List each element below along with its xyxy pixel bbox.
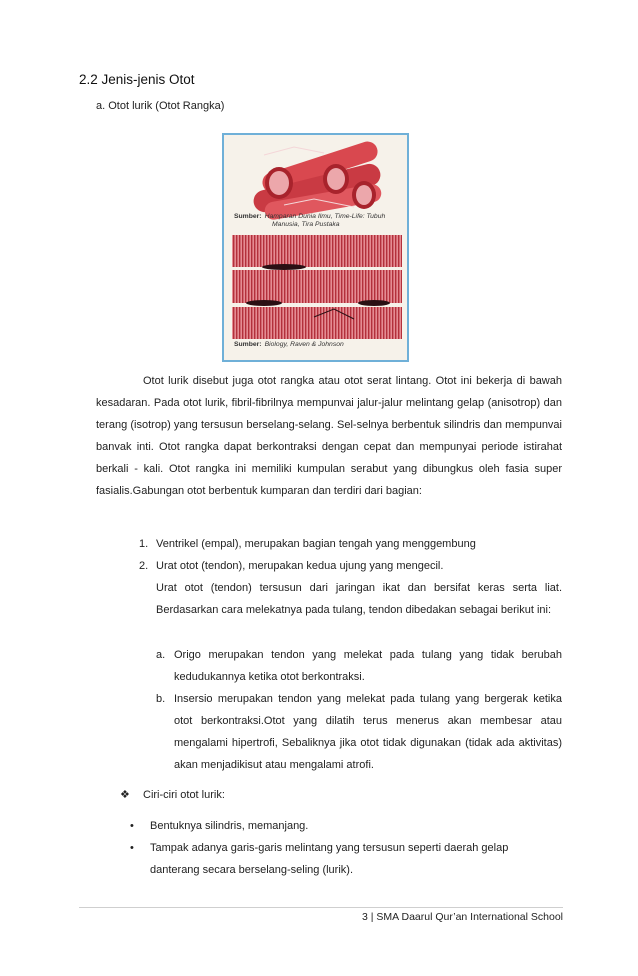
- figure-caption-2: [234, 341, 344, 349]
- caption-source: Biology, Raven & Johnson: [264, 341, 344, 348]
- caption-label: Sumber:: [234, 213, 262, 220]
- page-footer: 3 | SMA Daarul Qur’an International School: [362, 911, 563, 923]
- bullet-text: Bentuknya silindris, memanjang.: [150, 820, 309, 832]
- lettered-item: [156, 688, 562, 776]
- paragraph-text: Otot lurik disebut juga otot rangka atau otot serat lintang. Otot ini bekerja di bawah kesadaran. Pada otot lurik, fibril-fibrilnya mempunvai jalur-jalur melintang gelap (anisotrop) dan terang (isotrop) yang tersusun berselang-selang. Sel-selnya berbentuk silindris dan mempunvai banvak inti. Otot rangka dapat berkontraksi dengan cepat dan mempunyai periode istirahat berkali - kali. Otot rangka ini memiliki kumpulan serabut yang dibungkus oleh fasia super fasialis.Gabungan otot berbentuk kumparan dan terdiri dari bagian:: [96, 375, 562, 497]
- tendon-paragraph: Urat otot (tendon) tersusun dari jaringan ikat dan bersifat keras serta liat. Berdasarkan cara melekatnya pada tulang, tendon dibedakan sebagai berikut ini:: [156, 582, 562, 616]
- item-number: 1.: [139, 538, 149, 550]
- muscle-figure: [222, 133, 409, 362]
- item-letter: a.: [156, 649, 166, 661]
- item-text: Insersio merupakan tendon yang melekat pada tulang yang bergerak ketika otot berkontraksi.Otot yang dilatih terus menerus akan membesar atau mengalami hipertrofi, Sebaliknya jika otot tidak digunakan (tidak ada aktivitas) akan menjadikisut atau mengalami atrofi.: [174, 693, 562, 771]
- numbered-item: [139, 533, 563, 555]
- lettered-item: [156, 644, 562, 688]
- item-text: Urat otot (tendon), merupakan kedua ujung yang mengecil.: [156, 560, 444, 572]
- body-paragraph: [96, 370, 562, 502]
- item-number: 2.: [139, 560, 149, 572]
- bullet-dot-icon: •: [130, 820, 134, 832]
- diamond-bullet-icon: ❖: [120, 789, 130, 801]
- bullet-dot-icon: •: [130, 842, 134, 854]
- striated-fibers-micrograph: [224, 233, 407, 353]
- subsection-heading: a. Otot lurik (Otot Rangka): [96, 100, 225, 112]
- features-heading: [120, 784, 560, 806]
- numbered-item: [139, 555, 563, 577]
- caption-source-line2: Manusia, Tira Pustaka: [272, 221, 340, 228]
- section-heading: 2.2 Jenis-jenis Otot: [79, 72, 195, 87]
- item-letter: b.: [156, 693, 166, 705]
- caption-label: Sumber:: [234, 341, 262, 348]
- item-text: Origo merupakan tendon yang melekat pada tulang yang tidak berubah kedudukannya ketika otot berkontraksi.: [174, 649, 562, 683]
- bullet-item: [130, 815, 510, 837]
- caption-source: Hamparan Dunia Ilmu, Time-Life: Tubuh: [264, 213, 386, 220]
- bullet-text: Tampak adanya garis-garis melintang yang tersusun seperti daerah gelap danterang secara berselang-seling (lurik).: [150, 842, 509, 876]
- features-title: Ciri-ciri otot lurik:: [143, 789, 225, 801]
- figure-caption-1: [234, 213, 385, 229]
- footer-divider: [79, 907, 563, 908]
- item-text: Ventrikel (empal), merupakan bagian tengah yang menggembung: [156, 538, 476, 550]
- bullet-item: [130, 837, 510, 881]
